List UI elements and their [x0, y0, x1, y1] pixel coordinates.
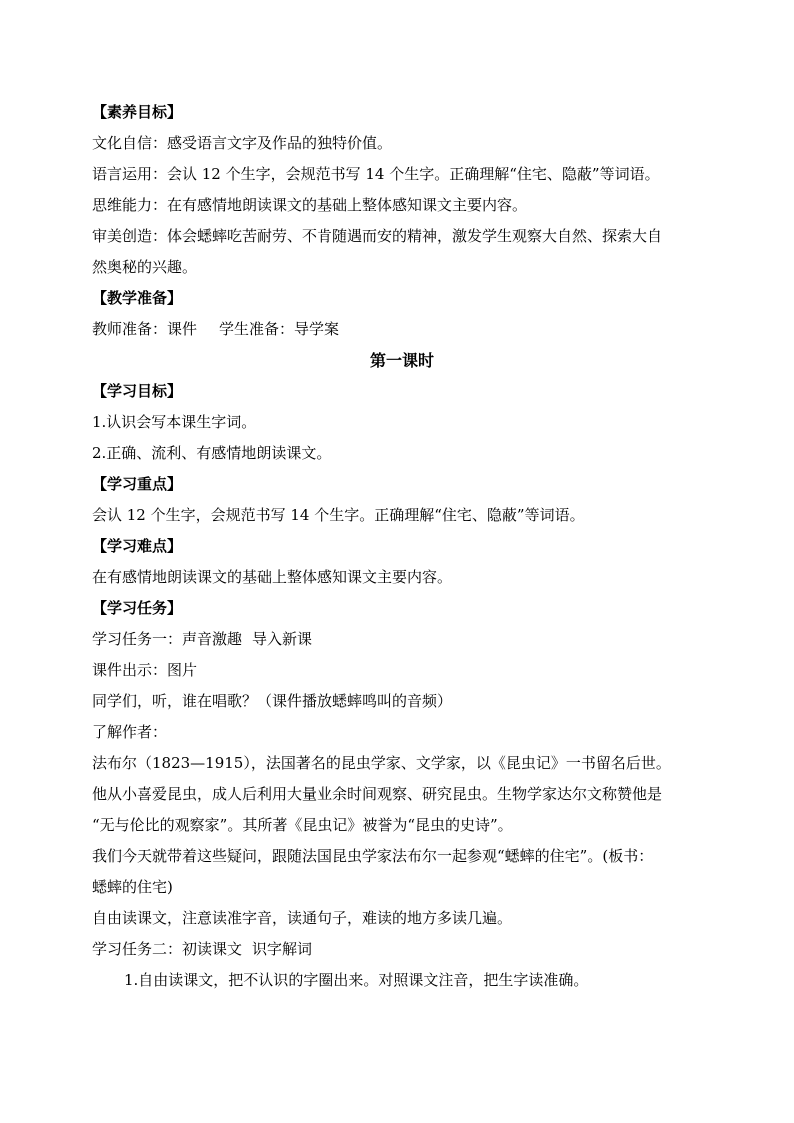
- suyang-item: 思维能力：在有感情地朗读课文的基础上整体感知课文主要内容。: [92, 196, 528, 214]
- suyang-item: 语言运用：会认 12 个生字，会规范书写 14 个生字。正确理解“住宅、隐蔽”等词语。: [92, 165, 660, 183]
- document-body: [92, 97, 712, 996]
- task2-item: 1.自由读课文，把不认识的字圈出来。对照课文注音，把生字读准确。: [124, 971, 589, 989]
- section-heading-suyang: 【素养目标】: [92, 103, 183, 121]
- task-line: 我们今天就带着这些疑问，跟随法国昆虫学家法布尔一起参观“蟋蟀的住宅”。(板书：: [92, 847, 654, 865]
- difficulty-text: 在有感情地朗读课文的基础上整体感知课文主要内容。: [92, 568, 453, 586]
- task-line: 蟋蟀的住宅): [92, 878, 173, 896]
- key-text: 会认 12 个生字，会规范书写 14 个生字。正确理解“住宅、隐蔽”等词语。: [92, 506, 585, 524]
- prep-teacher: 教师准备：课件: [92, 320, 198, 338]
- task1-line: [92, 624, 712, 655]
- task-line: 了解作者：: [92, 723, 168, 741]
- goal-item: 1.认识会写本课生字词。: [92, 413, 257, 431]
- task-line: 他从小喜爱昆虫，成人后利用大量业余时间观察、研究昆虫。生物学家达尔文称赞他是: [92, 785, 663, 803]
- section-heading-key: 【学习重点】: [92, 475, 183, 493]
- goal-item: 2.正确、流利、有感情地朗读课文。: [92, 444, 332, 462]
- task-line: 同学们，听，谁在唱歌？（课件播放蟋蟀鸣叫的音频）: [92, 692, 453, 710]
- prep-student: 学生准备：导学案: [219, 320, 340, 338]
- section-heading-goals: 【学习目标】: [92, 382, 183, 400]
- section-heading-difficulty: 【学习难点】: [92, 537, 183, 555]
- prep-line: [92, 314, 712, 345]
- task2-sub: 识字解词: [252, 940, 313, 958]
- task2-line: [92, 934, 712, 965]
- section-heading-prep: 【教学准备】: [92, 289, 183, 307]
- task2-label: 学习任务二：初读课文: [92, 940, 243, 958]
- lesson-title: 第一课时: [369, 351, 434, 370]
- task1-sub: 导入新课: [252, 630, 313, 648]
- suyang-item: 审美创造：体会蟋蟀吃苦耐劳、不肯随遇而安的精神，激发学生观察大自然、探索大自: [92, 227, 663, 245]
- task-line: 课件出示：图片: [92, 661, 198, 679]
- section-heading-tasks: 【学习任务】: [92, 599, 183, 617]
- task-line: 自由读课文，注意读准字音，读通句子，难读的地方多读几遍。: [92, 909, 513, 927]
- task-line: 法布尔（1823—1915），法国著名的昆虫学家、文学家，以《昆虫记》一书留名后世。: [92, 754, 671, 772]
- task1-label: 学习任务一：声音激趣: [92, 630, 243, 648]
- suyang-item: 然奥秘的兴趣。: [92, 258, 198, 276]
- task-line: “无与伦比的观察家”。其所著《昆虫记》被誉为“昆虫的史诗”。: [92, 816, 513, 834]
- suyang-item: 文化自信：感受语言文字及作品的独特价值。: [92, 134, 393, 152]
